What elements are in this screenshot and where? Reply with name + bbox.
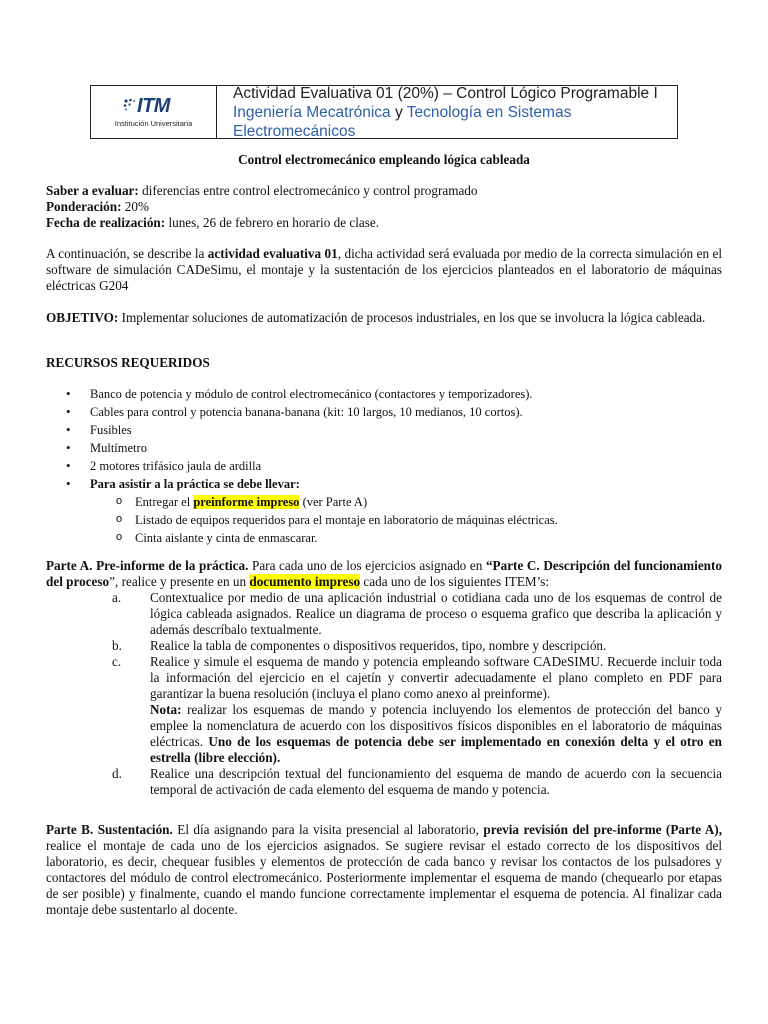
parte-b-bold: previa revisión del pre-informe (Parte A),: [483, 822, 722, 837]
meta-ponderacion: [46, 199, 722, 215]
fecha-value: lunes, 26 de febrero en horario de clase.: [165, 215, 379, 230]
activity-title: Actividad Evaluativa 01 (20%) – Control Lógico Programable I: [233, 84, 658, 102]
item-d: [46, 766, 722, 798]
list-item: • Cables para control y potencia banana-banana (kit: 10 largos, 10 medianos, 10 cortos).: [46, 403, 722, 421]
asistir-sublist: [46, 493, 722, 547]
meta-block: [46, 183, 722, 231]
fecha-label: Fecha de realización:: [46, 215, 166, 230]
item-b-marker: b.: [112, 638, 122, 653]
subtitle-part-a: Ingeniería Mecatrónica: [233, 103, 395, 121]
sublist-item: o Cinta aislante y cinta de enmascarar.: [46, 529, 722, 547]
ponderacion-value: 20%: [121, 199, 149, 214]
parte-a-label: Parte A. Pre-informe de la práctica.: [46, 558, 249, 573]
intro-bold: actividad evaluativa 01: [207, 246, 338, 261]
list-item: • Multímetro: [46, 439, 722, 457]
parte-b-text-1: El día asignando para la visita presencial al laboratorio,: [172, 822, 484, 837]
item-b: [46, 638, 722, 654]
meta-saber: [46, 183, 722, 199]
parte-a-text-1: Para cada uno de los ejercicios asignado en: [248, 558, 486, 573]
recursos-list: [46, 385, 722, 547]
objetivo-text: Implementar soluciones de automatización de procesos industriales, en los que se involucra la lógica cableada.: [118, 310, 706, 325]
parte-a-intro: [46, 558, 722, 590]
document-title: Control electromecánico empleando lógica cableada: [238, 152, 530, 167]
objetivo-label: OBJETIVO:: [46, 310, 119, 325]
header-titles: [217, 86, 677, 138]
logo-dots-icon: [123, 98, 137, 112]
sub1-highlight: preinforme impreso: [193, 495, 300, 509]
note-label: Nota:: [150, 702, 182, 717]
parte-b-label: Parte B. Sustentación.: [46, 822, 173, 837]
item-c-marker: c.: [112, 654, 122, 669]
subtitle-part-b: Tecnología en Sistemas Electromecánicos: [233, 103, 572, 140]
list-item-asistir: [46, 475, 722, 493]
list-item: • 2 motores trifásico jaula de ardilla: [46, 457, 722, 475]
sublist-item: o Listado de equipos requeridos para el montaje en laboratorio de máquinas eléctricas.: [46, 511, 722, 529]
item-c: [46, 654, 722, 766]
parte-a-text-3: cada uno de los siguientes ITEM’s:: [360, 574, 550, 589]
item-d-marker: d.: [112, 766, 122, 781]
item-d-text: Realice una descripción textual del funcionamiento del esquema de mando de acuerdo con la secuencia temporal de activación de cada elemento del esquema de mando y potencia.: [150, 766, 722, 797]
intro-text-1: A continuación, se describe la: [46, 246, 208, 261]
parte-a-quote: “Parte C. Descripción del funcionamiento del proceso: [46, 558, 722, 589]
sub1-pre: Entregar el: [135, 495, 194, 509]
intro-text-2: , dicha actividad será evaluada por medio de la correcta simulación en el software de simulación CADeSimu, el montaje y la sustentación de los ejercicios planteados en el laboratorio de máquinas eléctricas G204: [46, 246, 722, 293]
recursos-heading-text: RECURSOS REQUERIDOS: [46, 355, 210, 370]
item-a-marker: a.: [112, 590, 122, 605]
parte-b-text-2: realice el montaje de cada uno de los ejercicios asignados. Se sugiere revisar el estado correcto de los dispositivos del laboratorio, es decir, chequear fusibles y elementos de protección de cada banco y revisar los contactos de los pulsadores y contactores del módulo de control electromecánico. Posteriormente implementar el esquema de mando (chequearlo por etapas de ser posible) y finalmente, cuando el mando funcione correctamente implementar el esquema de potencia. Al finalizar cada montaje debe sustentarlo al docente.: [46, 838, 722, 917]
item-a-text: Contextualice por medio de una aplicación industrial o cotidiana cada uno de los esquemas de control de lógica cableada asignados. Realice un diagrama de proceso o esquema grafico que describa la aplicación y además descríbalo textualmente.: [150, 590, 722, 637]
item-b-text: Realice la tabla de componentes o dispositivos requeridos, tipo, nombre y descripción.: [150, 638, 607, 653]
intro-paragraph: [46, 246, 722, 294]
list-item: • Fusibles: [46, 421, 722, 439]
saber-label: Saber a evaluar:: [46, 183, 139, 198]
subtitle-connector: y: [394, 103, 403, 121]
recursos-heading: [46, 355, 722, 371]
document-header: [90, 85, 678, 139]
objetivo-paragraph: [46, 310, 722, 326]
logo-text: ITM: [137, 95, 170, 117]
saber-value: diferencias entre control electromecánico y control programado: [138, 183, 478, 198]
meta-fecha: [46, 215, 722, 231]
asistir-text: Para asistir a la práctica se debe llevar:: [90, 477, 300, 491]
parte-a-highlight: documento impreso: [249, 574, 361, 589]
list-item: • Banco de potencia y módulo de control electromecánico (contactores y temporizadores).: [46, 385, 722, 403]
itm-logo-mark: [137, 96, 170, 116]
item-a: [46, 590, 722, 638]
parte-a-section: [46, 558, 722, 798]
sublist-item: [46, 493, 722, 511]
parte-a-items: [46, 590, 722, 798]
item-c-text: Realice y simule el esquema de mando y potencia empleando software CADeSIMU. Recuerde incluir toda la información del ejercicio en el cajetín y convertir adecuadamente el plano completo en PDF para garantizar la buena resolución (incluya el plano como anexo al preinforme).: [150, 654, 722, 701]
program-subtitle: [233, 103, 677, 141]
ponderacion-label: Ponderación:: [46, 199, 122, 214]
logo-subtitle: Institución Universitaria: [114, 119, 193, 128]
note-bold: Uno de los esquemas de potencia debe ser implementado en conexión delta y el otro en estrella (libre elección).: [150, 734, 722, 765]
sub1-post: (ver Parte A): [299, 495, 368, 509]
institution-logo: [91, 86, 217, 138]
parte-a-text-2: ”, realice y presente en un: [109, 574, 250, 589]
item-c-note: [150, 702, 722, 766]
parte-b-section: [46, 822, 722, 918]
note-text: realizar los esquemas de mando y potencia incluyendo los elementos de protección del banco y emplee la nomenclatura de acuerdo con los dispositivos físicos disponibles en el laboratorio de máquinas eléctricas.: [150, 702, 722, 749]
